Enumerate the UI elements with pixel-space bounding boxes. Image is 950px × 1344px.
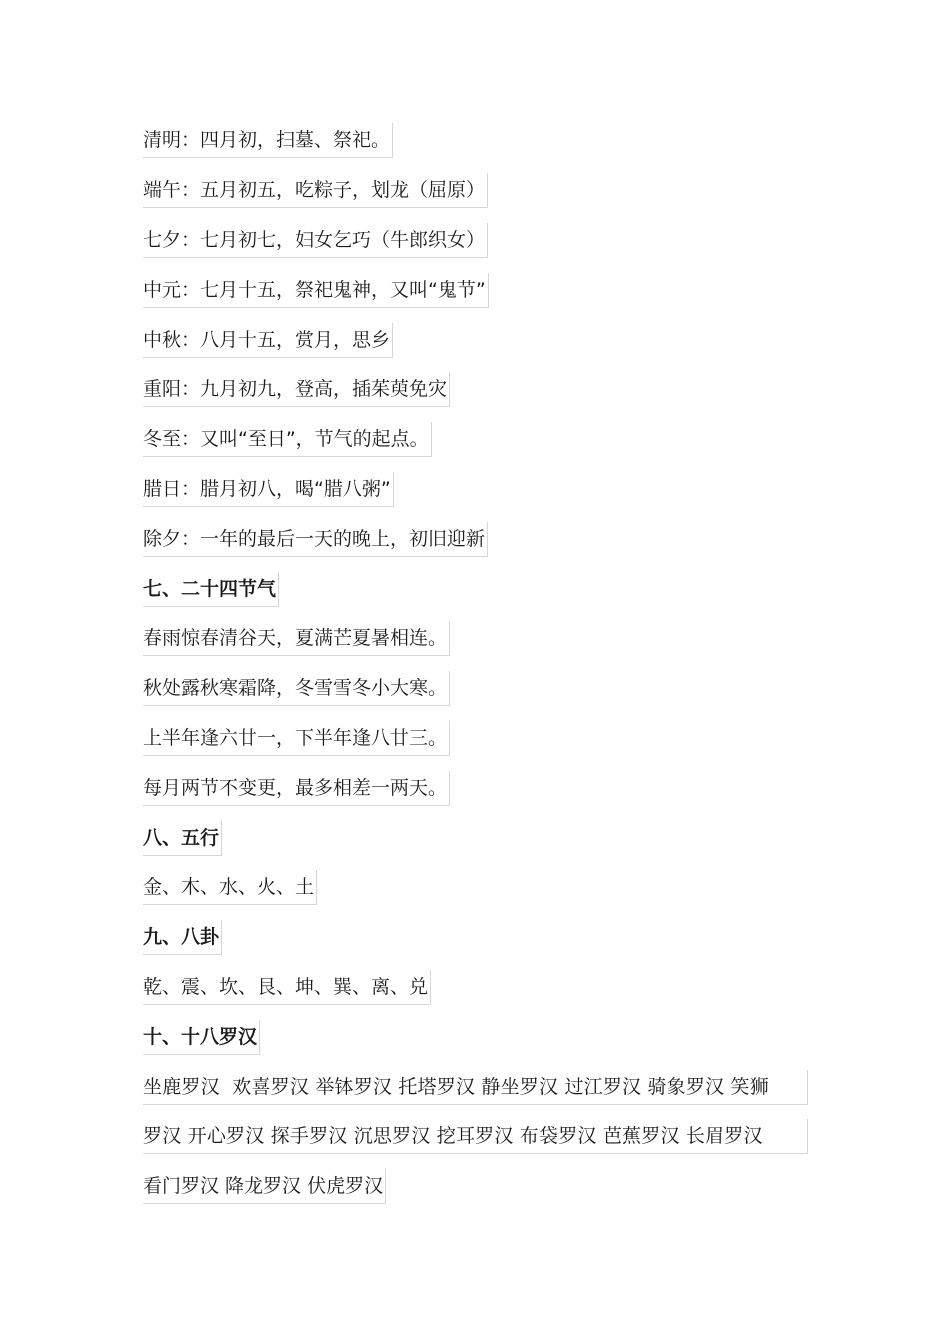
festival-line-zhongqiu: 中秋：八月十五，赏月，思乡 xyxy=(143,315,823,365)
arhats-line: 看门罗汉 降龙罗汉 伏虎罗汉 xyxy=(143,1162,823,1212)
festival-line-qingming: 清明：四月初，扫墓、祭祀。 xyxy=(143,116,823,166)
festival-line-dongzhi: 冬至：又叫“至日”，节气的起点。 xyxy=(143,415,823,465)
eight-trigrams-line: 乾、震、坎、艮、坤、巽、离、兑 xyxy=(143,963,823,1013)
section-heading-eight-trigrams: 九、八卦 xyxy=(143,913,823,963)
section-heading-five-elements: 八、五行 xyxy=(143,813,823,863)
festival-line-duanwu: 端午：五月初五，吃粽子，划龙（屈原） xyxy=(143,166,823,216)
festival-line-lari: 腊日：腊月初八，喝“腊八粥” xyxy=(143,465,823,515)
section-heading-eighteen-arhats: 十、十八罗汉 xyxy=(143,1012,823,1062)
festival-line-chuxi: 除夕：一年的最后一天的晚上，初旧迎新 xyxy=(143,514,823,564)
arhats-line: 罗汉 开心罗汉 探手罗汉 沉思罗汉 挖耳罗汉 布袋罗汉 芭蕉罗汉 长眉罗汉 xyxy=(143,1112,823,1162)
festival-line-qixi: 七夕：七月初七，妇女乞巧（牛郎织女） xyxy=(143,216,823,266)
solar-terms-line: 春雨惊春清谷天，夏满芒夏暑相连。 xyxy=(143,614,823,664)
solar-terms-line: 上半年逢六廿一，下半年逢八廿三。 xyxy=(143,714,823,764)
festival-line-zhongyuan: 中元：七月十五，祭祀鬼神，又叫“鬼节” xyxy=(143,265,823,315)
document-page xyxy=(143,116,823,1212)
solar-terms-line: 每月两节不变更，最多相差一两天。 xyxy=(143,763,823,813)
five-elements-line: 金、木、水、火、土 xyxy=(143,863,823,913)
arhats-line: 坐鹿罗汉 欢喜罗汉 举钵罗汉 托塔罗汉 静坐罗汉 过江罗汉 骑象罗汉 笑狮 xyxy=(143,1062,823,1112)
festival-line-chongyang: 重阳：九月初九，登高，插茱萸免灾 xyxy=(143,365,823,415)
solar-terms-line: 秋处露秋寒霜降，冬雪雪冬小大寒。 xyxy=(143,664,823,714)
section-heading-solar-terms: 七、二十四节气 xyxy=(143,564,823,614)
